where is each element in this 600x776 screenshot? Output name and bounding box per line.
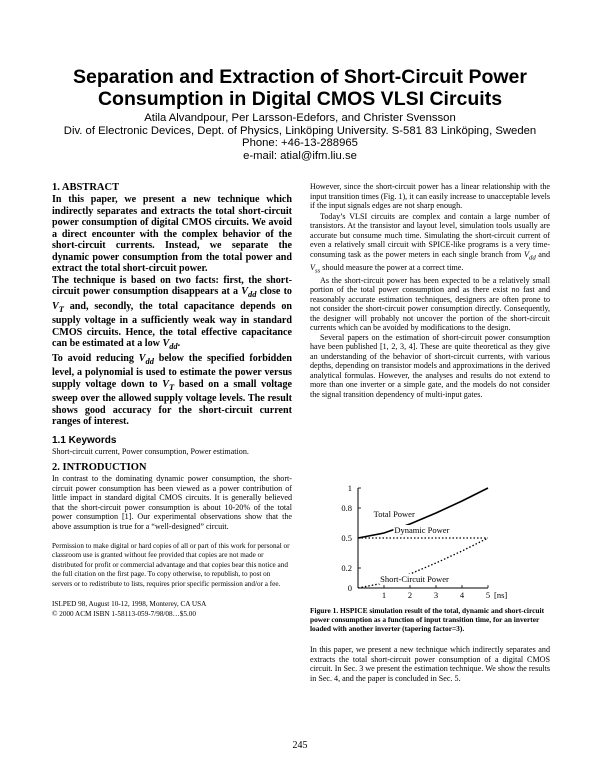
body-text: Today’s VLSI circuits are complex and contain a large number of transistors. At the transistor and layout level, simulation tools usually are accurate but consume much time. Simulating the short-circuit current of even a relatively small circuit with SPICE-like programs is a very time-consuming task as the power meters in each single branch from	[310, 211, 550, 259]
abstract-text: The technique is based on two facts: first, the short-circuit power consumption disappears at a	[52, 274, 292, 297]
abstract-text: close to	[256, 286, 292, 297]
symbol-v: V	[523, 249, 529, 259]
x-tick-label: 1	[381, 590, 387, 600]
permission-notice: Permission to make digital or hard copies of all or part of this work for personal or classroom use is granted without fee provided that copies are not made or distributed for profit or commercial advantage and that copies bear this notice and the full citation on the first page. To copy otherwise, to republish, to post on servers or to redistribute to lists, requires prior specific permission and/or a fee.	[52, 542, 290, 588]
abstract-heading: 1. ABSTRACT	[52, 182, 120, 193]
abstract-text: based on a small voltage sweep over the allowed supply voltage levels. The result shows good accuracy for the short-circuit current ranges of interest.	[52, 378, 292, 428]
symbol-v: V	[162, 338, 170, 350]
y-tick-label: 0.5	[341, 533, 352, 543]
author-affiliation: Div. of Electronic Devices, Dept. of Physics, Linköping University. S-581 83 Linköping, Sweden	[63, 124, 537, 137]
x-tick-label: 3	[433, 590, 439, 600]
copyright-line: © 2000 ACM ISBN 1-58113-059-7/98/08…$5.00	[52, 609, 196, 618]
right-paragraph-2	[310, 212, 550, 276]
figure-1-caption: Figure 1. HSPICE simulation result of the total, dynamic and short-circuit power consumption as a function of input transition time, for an inverter loaded with another inverter (tapering factor=3).	[310, 606, 545, 634]
x-tick-label: 5	[485, 590, 491, 600]
symbol-v: V	[52, 300, 59, 312]
symbol-v: V	[162, 378, 170, 390]
right-column	[310, 182, 550, 399]
author-block	[0, 112, 600, 163]
abstract-body	[52, 194, 292, 428]
right-paragraph-1: However, since the short-circuit power has a linear relationship with the input transition times (Fig. 1), it can easily increase to unacceptable levels if the input signals edges are not sharp enough.	[310, 182, 550, 210]
right-paragraph-5: In this paper, we present a new technique which indirectly separates and extracts the total short-circuit power consumption of a digital CMOS circuit. In Sec. 3 we present the estimation technique. We show the results in Sec. 4, and the paper is concluded in Sec. 5.	[310, 645, 550, 683]
abstract-paragraph-2	[52, 275, 292, 353]
series-label: Short-Circuit Power	[380, 574, 449, 584]
abstract-text: below the specified forbidden level, a polynomial is used to estimate the power versus supply voltage down to	[52, 352, 292, 390]
series-label: Dynamic Power	[394, 525, 450, 535]
abstract-paragraph-1: In this paper, we present a new technique which indirectly separates and extracts the total short-circuit power consumption of digital CMOS circuits. We avoid a direct encounter with the complex behavior of the short-circuit currents. Instead, we separate the dynamic power consumption from the total power and extract the total short-circuit power.	[52, 194, 292, 274]
symbol-sub: dd	[528, 254, 536, 262]
x-tick-label: 4	[459, 590, 465, 600]
symbol-v: V	[138, 352, 146, 364]
y-tick-label: 1	[347, 483, 352, 493]
title-line-1: Separation and Extraction of Short-Circuit Power	[73, 66, 527, 88]
x-axis-unit: [ns]	[494, 590, 508, 600]
introduction-heading: 2. INTRODUCTION	[52, 462, 147, 474]
right-paragraph-4: Several papers on the estimation of short-circuit power consumption have been published [1, 2, 3, 4]. These are quite theoretical as they give an understanding of the behavior of short-circuit currents, with various depths, depending on transistor models and approximations in the derived analytical formulas. However, the analyses and results do not extend to more than one inverter or a simple gate, and the models do not consider the signal transition dependency of multi-input gates.	[310, 332, 550, 399]
symbol-v: V	[241, 286, 249, 297]
right-paragraph-3: As the short-circuit power has been expected to be a relatively small portion of the total power consumption and as there exist no fast and reasonably accurate estimation techniques, designers are often prone to not consider the short-circuit power consumption directly. Consequently, the designer will probably not uncover the portion of the short-circuit currents which can be avoided by modifications to the design.	[310, 275, 550, 333]
symbol-sub: ss	[314, 267, 321, 275]
introduction-paragraph: In contrast to the dominating dynamic power consumption, the short-circuit power consumption has been viewed as a power contribution of little impact in standard digital CMOS circuits. It is generally believed that the short-circuit power consumption is about 10-20% of the total power consumption [1]. Our experimental observations show that the above assumption is true for a “well-designed” circuit.	[52, 474, 292, 531]
y-tick-label: 0.2	[341, 563, 352, 573]
venue-line: ISLPED 98, August 10-12, 1998, Monterey, CA USA	[52, 600, 207, 609]
x-tick-label: 2	[407, 590, 413, 600]
page-number: 245	[292, 740, 308, 751]
title-line-2: Consumption in Digital CMOS VLSI Circuits	[97, 88, 503, 110]
author-names: Atila Alvandpour, Per Larsson-Edefors, and Christer Svensson	[144, 112, 456, 124]
symbol-sub: T	[169, 382, 175, 392]
introduction-body	[52, 474, 292, 531]
author-phone: Phone: +46-13-288965	[242, 137, 358, 150]
symbol-sub: dd	[169, 342, 178, 352]
y-tick-label: 0.8	[341, 503, 352, 513]
figure-1-chart	[318, 480, 550, 606]
author-email: e-mail: atial@ifm.liu.se	[243, 150, 357, 163]
abstract-paragraph-3	[52, 353, 292, 428]
keywords-body: Short-circuit current, Power consumption, Power estimation.	[52, 446, 249, 456]
right-paragraph-5-wrap	[310, 645, 550, 683]
symbol-v: V	[310, 262, 315, 272]
symbol-sub: dd	[248, 290, 257, 300]
body-text: and	[535, 249, 550, 259]
body-text: should measure the power at a correct time.	[320, 262, 464, 272]
keywords-heading: 1.1 Keywords	[52, 434, 117, 446]
keywords-text	[52, 447, 292, 457]
paper-title	[0, 66, 600, 110]
symbol-sub: T	[58, 304, 64, 314]
abstract-section	[52, 182, 292, 619]
abstract-text: To avoid reducing	[52, 352, 139, 364]
abstract-text: .	[177, 338, 181, 350]
venue-notice	[52, 600, 292, 619]
abstract-text: and, secondly, the total capacitance depends on supply voltage in a sufficiently weak way in standard CMOS circuits. Hence, the total effective capacitance can be estimated at a low	[52, 300, 292, 350]
y-tick-label: 0	[347, 583, 352, 593]
series-label: Total Power	[373, 509, 415, 519]
symbol-sub: dd	[145, 356, 154, 366]
